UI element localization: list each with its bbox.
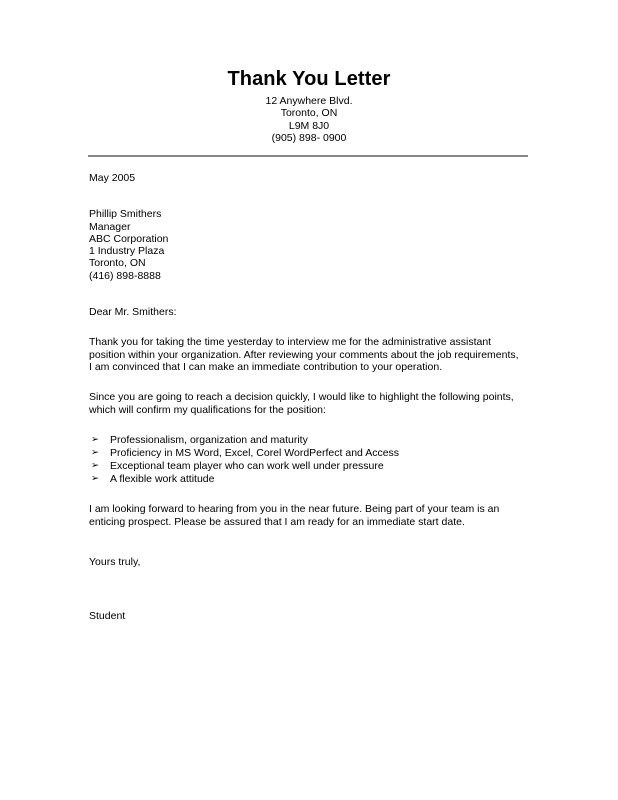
- list-item: [89, 473, 521, 486]
- body-paragraph-2: Since you are going to reach a decision quickly, I would like to highlight the following points, which will confirm my qualifications for the position:: [89, 391, 514, 416]
- letterhead: [0, 68, 618, 145]
- list-item-label: Proficiency in MS Word, Excel, Corel WordPerfect and Access: [110, 446, 400, 459]
- arrowhead-bullet-icon: ➢: [91, 472, 99, 484]
- recipient-name: Phillip Smithers: [89, 208, 162, 221]
- letter-title: Thank You Letter: [227, 68, 391, 90]
- list-item-label: Exceptional team player who can work well under pressure: [110, 459, 384, 472]
- arrowhead-bullet-icon: ➢: [91, 446, 99, 458]
- recipient-address-block: [89, 208, 521, 282]
- list-item-label: Professionalism, organization and maturity: [110, 433, 308, 446]
- salutation: Dear Mr. Smithers:: [89, 306, 177, 319]
- list-item: [89, 460, 521, 473]
- signature-name: Student: [89, 610, 126, 623]
- list-item: [89, 447, 521, 460]
- list-item-label: A flexible work attitude: [110, 472, 215, 485]
- recipient-street: 1 Industry Plaza: [89, 245, 165, 258]
- letter-date: May 2005: [89, 172, 136, 184]
- recipient-job-title: Manager: [89, 220, 131, 233]
- list-item: [89, 434, 521, 447]
- header-divider: [88, 155, 528, 157]
- closing-paragraph: I am looking forward to hearing from you in the near future. Being part of your team is an enticing prospect. Please be assured that I am ready for an immediate start date.: [89, 503, 500, 528]
- arrowhead-bullet-icon: ➢: [91, 433, 99, 445]
- recipient-phone: (416) 898-8888: [89, 269, 161, 282]
- qualifications-list: [89, 434, 521, 486]
- letter-body: [89, 172, 521, 623]
- letterhead-postal-code: L9M 8J0: [288, 119, 330, 132]
- body-paragraph-1: Thank you for taking the time yesterday to interview me for the administrative assistant position within your organization. After reviewing your comments about the job requirements, I am convinced that I can make an immediate contribution to your operation.: [89, 336, 519, 373]
- letterhead-phone: (905) 898- 0900: [271, 132, 347, 145]
- letterhead-street: 12 Anywhere Blvd.: [265, 95, 353, 107]
- recipient-company: ABC Corporation: [89, 232, 169, 245]
- letterhead-city: Toronto, ON: [280, 107, 338, 120]
- arrowhead-bullet-icon: ➢: [91, 459, 99, 471]
- complimentary-close: Yours truly,: [89, 556, 141, 569]
- recipient-city: Toronto, ON: [89, 257, 146, 270]
